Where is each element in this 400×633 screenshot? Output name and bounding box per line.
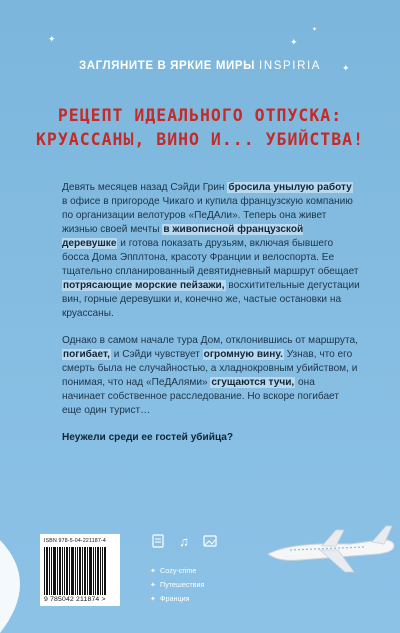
decorative-arc bbox=[0, 532, 44, 633]
highlight: погибает, bbox=[63, 349, 110, 360]
tagline-line-2: КРУАССАНЫ, ВИНО И... УБИЙСТВА! bbox=[35, 130, 364, 149]
blurb-paragraph-2 bbox=[62, 334, 360, 418]
text-run: Узнав, что его смерть была не случайностью, а хладнокровным убийством, и понимая, что над «ПеДАлями» bbox=[62, 349, 358, 388]
format-icons bbox=[150, 534, 218, 550]
isbn-code: ISBN 978-5-04-221187-4 bbox=[44, 538, 106, 544]
music-note-icon: ♫ bbox=[179, 534, 189, 549]
highlight: бросила унылую работу bbox=[228, 182, 352, 193]
highlight: огромную вину. bbox=[203, 349, 283, 360]
text-run: восхитительные дегустации вин, горные деревушки и, конечно же, частые остановки на круассаны. bbox=[62, 280, 360, 319]
genre-item: ✦ Cozy-crime bbox=[150, 566, 197, 575]
tagline bbox=[24, 104, 376, 152]
sparkle-icon: ✦ bbox=[290, 37, 298, 47]
tagline-line-1: РЕЦЕПТ ИДЕАЛЬНОГО ОТПУСКА: bbox=[57, 106, 343, 125]
sparkle-icon: ✦ bbox=[48, 34, 56, 44]
banner-lead: ЗАГЛЯНИТЕ В ЯРКИЕ МИРЫ bbox=[78, 60, 256, 72]
sparkle-icon: ✦ bbox=[312, 27, 318, 33]
publisher-brand: INSPIRIA bbox=[259, 60, 322, 72]
image-icon bbox=[202, 534, 218, 550]
barcode-bars bbox=[44, 547, 116, 595]
highlight: в живописной французской деревушке bbox=[62, 224, 304, 249]
genre-item: ✦ Путешествия bbox=[150, 580, 205, 589]
text-run: она начинает собственное расследование. Но вскоре погибает еще один турист… bbox=[62, 377, 339, 416]
book-icon bbox=[150, 534, 166, 550]
genre-item: ✦ Франция bbox=[150, 594, 190, 603]
highlight: сгущаются тучи, bbox=[211, 377, 295, 388]
closing-question: Неужели среди ее гостей убийца? bbox=[62, 432, 234, 443]
airplane-illustration bbox=[260, 520, 400, 580]
text-run: и Сэйди чувствует bbox=[111, 349, 203, 360]
text-run: Однако в самом начале тура Дом, отклонившись от маршрута, bbox=[62, 335, 358, 346]
isbn-barcode bbox=[40, 534, 120, 606]
highlight: потрясающие морские пейзажи, bbox=[63, 280, 225, 291]
barcode-digits: 9 785042 211874 > bbox=[44, 596, 106, 603]
genre-list bbox=[150, 564, 204, 606]
series-banner bbox=[0, 60, 400, 72]
blurb-paragraph-1 bbox=[62, 181, 360, 321]
text-run: и готова показать друзьям, включая бывшего босса Дома Эпплтона, красоту Франции и велоспорта. Ее тщательно спланированный девятидневный маршрут обещает bbox=[62, 238, 359, 277]
text-run: в офисе в пригороде Чикаго и купила французскую компанию по организации велотуров «ПеДАли». Теперь она живет жизнью своей мечты bbox=[62, 196, 353, 235]
text-run: Девять месяцев назад Сэйди Грин bbox=[62, 182, 228, 193]
sparkle-icon: ✦ bbox=[342, 63, 350, 73]
blurb bbox=[62, 181, 360, 458]
